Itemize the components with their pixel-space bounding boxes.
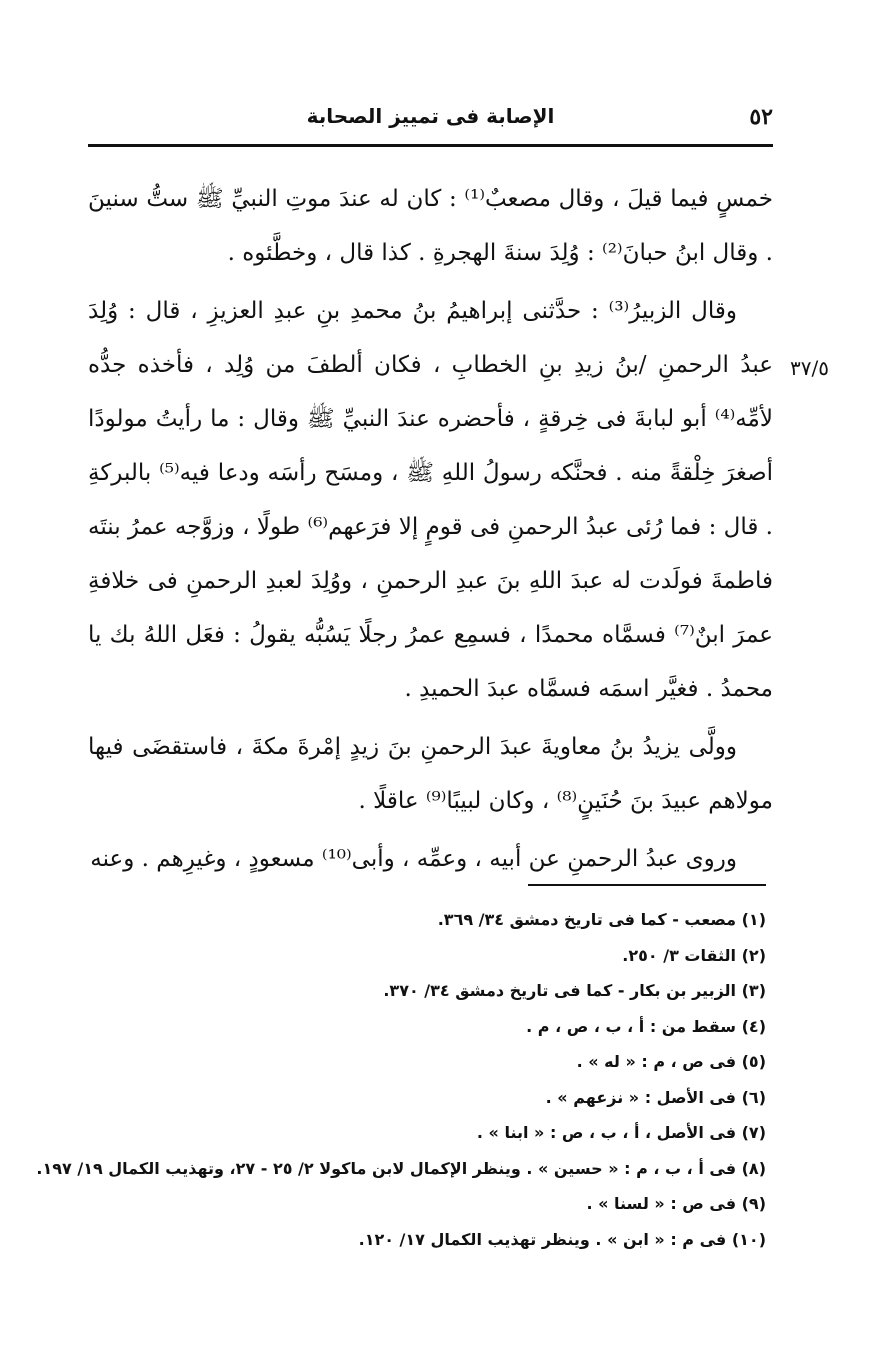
header-rule xyxy=(88,144,773,147)
footnote: (٨) فى أ ، ب ، م : « حسين » . وينظر الإكمال لابن ماكولا ٢/ ٢٥ - ٢٧، وتهذيب الكمال ١٩/ ١٩٧. xyxy=(36,1158,766,1178)
page-number: ٥٢ xyxy=(749,104,773,130)
footnote: (٩) فى ص : « لسنا » . xyxy=(586,1194,766,1213)
footnote: (٥) فى ص ، م : « له » . xyxy=(576,1052,766,1071)
footnote-rule xyxy=(528,884,766,886)
footnote: (١٠) فى م : « ابن » . وينظر تهذيب الكمال ١٧/ ١٢٠. xyxy=(358,1229,766,1249)
running-header xyxy=(88,100,773,136)
paragraph: وولَّى يزيدُ بنُ معاويةَ عبدَ الرحمنِ بنَ زيدٍ إمْرةَ مكةَ ، فاستقضَى فيها مولاهم عبيدَ بنَ حُنَينٍ⁽⁸⁾ ، وكان لبيبًا⁽⁹⁾ عاقلًا . xyxy=(88,734,773,814)
footnote: (٧) فى الأصل ، أ ، ب ، ص : « ابنا » . xyxy=(476,1123,766,1142)
footnote: (٦) فى الأصل : « نزعهم » . xyxy=(545,1087,766,1107)
margin-reference: ٣٧/٥ xyxy=(790,356,829,380)
main-text xyxy=(88,172,773,890)
footnote: (٣) الزبير بن بكار - كما فى تاريخ دمشق ٣٤/ ٣٧٠. xyxy=(383,981,766,1000)
footnotes xyxy=(36,902,766,1257)
footnote: (١) مصعب - كما فى تاريخ دمشق ٣٤/ ٣٦٩. xyxy=(437,910,766,929)
running-title: الإصابة فى تمييز الصحابة xyxy=(306,104,555,128)
footnote: (٢) الثقات ٣/ ٢٥٠. xyxy=(622,945,766,965)
footnote: (٤) سقط من : أ ، ب ، ص ، م . xyxy=(526,1016,766,1036)
paragraph: خمسٍ فيما قيلَ ، وقال مصعبٌ⁽¹⁾ : كان له عندَ موتِ النبيِّ ﷺ ستُّ سنينَ . وقال ابنُ حبانَ⁽²⁾ : وُلِدَ سنةَ الهجرةِ . كذا قال ، وخطَّئوه . xyxy=(88,186,773,266)
paragraph: وروى عبدُ الرحمنِ عن أبيه ، وعمِّه ، وأبى⁽¹⁰⁾ مسعودٍ ، وغيرِهم . وعنه xyxy=(90,846,737,872)
paragraph: وقال الزبيرُ⁽³⁾ : حدَّثنى إبراهيمُ بنُ محمدِ بنِ عبدِ العزيزِ ، قال : وُلِدَ عبدُ الرحمنِ /بنُ زيدِ بنِ الخطابِ ، فكان ألطفَ من وُلِد ، فأخذه جدُّه لأمِّه⁽⁴⁾ أبو لبابةَ فى خِرقةٍ ، فأحضره عندَ النبيِّ ﷺ وقال : ما رأيتُ مولودًا أصغرَ خِلْقةً منه . فحنَّكه رسولُ اللهِ ﷺ ، ومسَح رأسَه ودعا فيه⁽⁵⁾ بالبركةِ . قال : فما رُئى عبدُ الرحمنِ فى قومٍ إلا فرَعهم⁽⁶⁾ طولًا ، وزوَّجه عمرُ بنتَه فاطمةَ فولَدت له عبدَ اللهِ بنَ عبدِ الرحمنِ ، ووُلِدَ لعبدِ الرحمنِ فى خلافةِ عمرَ ابنٌ⁽⁷⁾ فسمَّاه محمدًا ، فسمِع عمرُ رجلًا يَسُبُّه يقولُ : فعَل اللهُ بك يا محمدُ . فغيَّر اسمَه فسمَّاه عبدَ الحميدِ . xyxy=(88,298,773,702)
